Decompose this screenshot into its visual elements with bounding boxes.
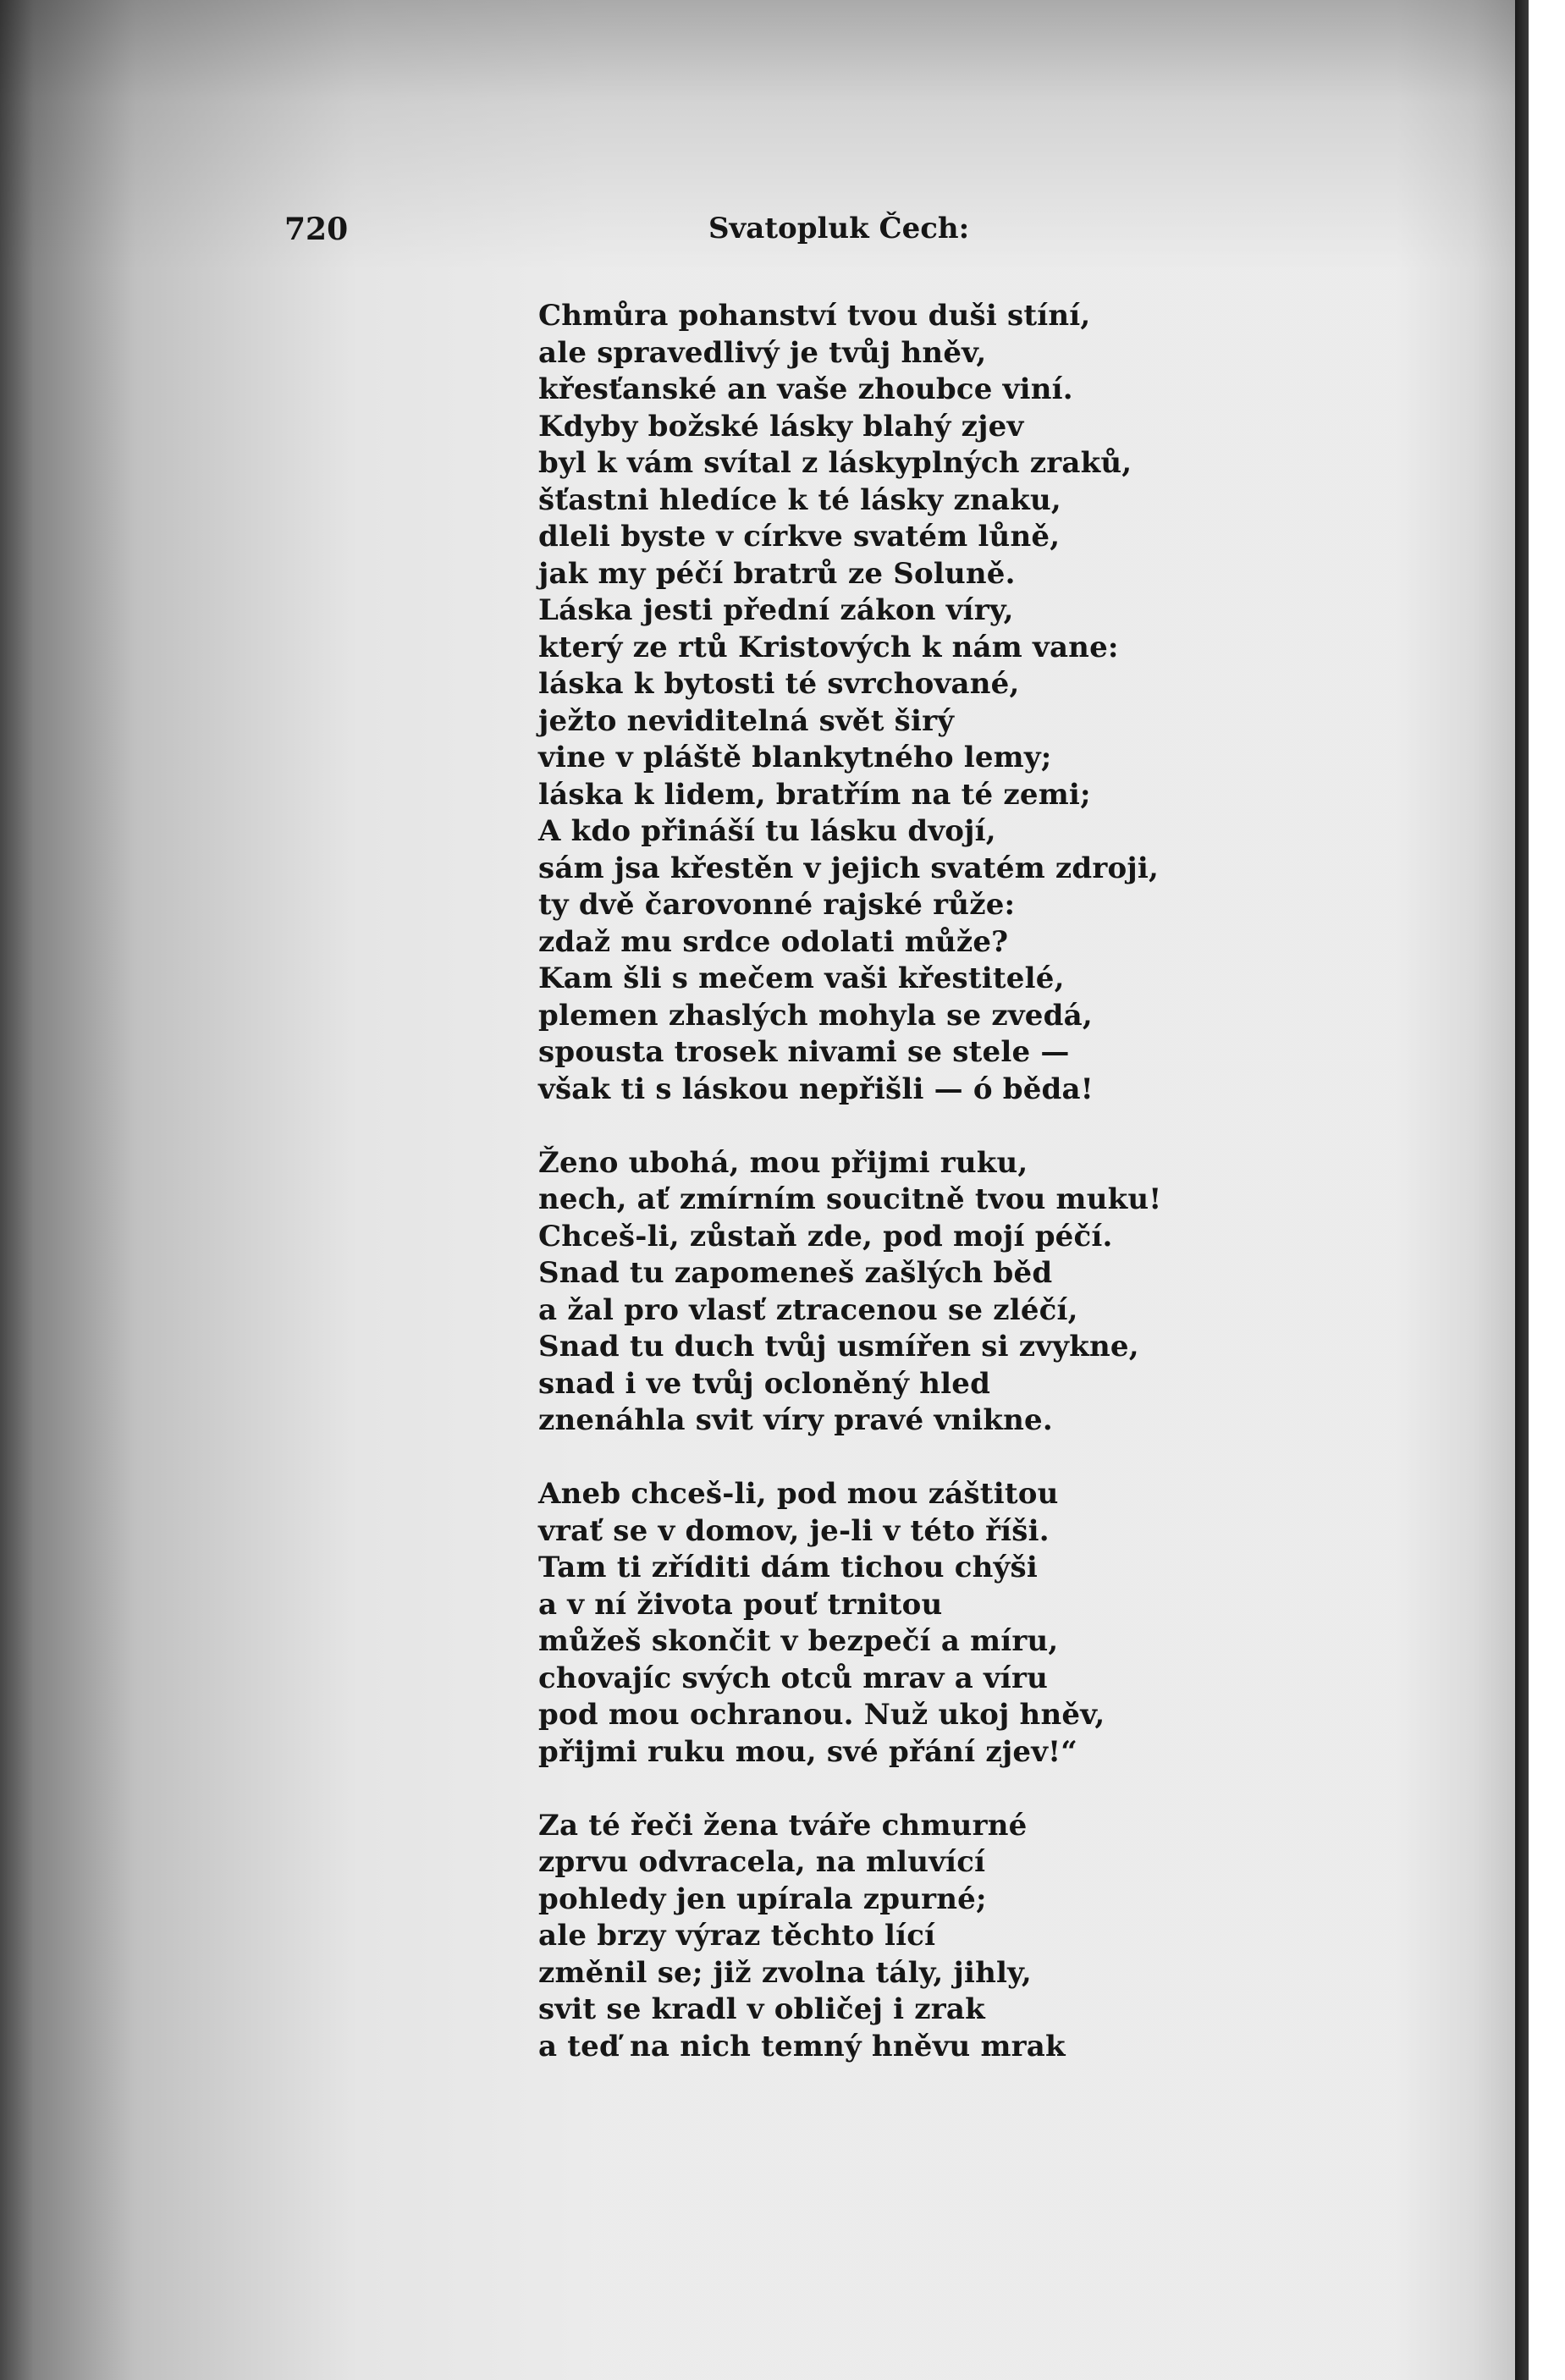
verse-line: zdaž mu srdce odolati může? [538,924,1009,959]
verse-line: přijmi ruku mou, své přání zjev!“ [538,1734,1078,1769]
verse-line: křesťanské an vaše zhoubce viní. [538,372,1073,406]
stanza [538,298,1469,1108]
poem-body [538,298,1469,2065]
verse-line: Chceš-li, zůstaň zde, pod mojí péčí. [538,1219,1113,1253]
verse-line: vine v pláště blankytného lemy; [538,741,1052,774]
page-number: 720 [284,212,349,247]
verse-line: který ze rtů Kristových k nám vane: [538,630,1119,664]
verse-line: Chmůra pohanství tvou duši stíní, [538,299,1091,333]
verse-line: ty dvě čarovonné rajské růže: [538,888,1016,922]
verse-line: byl k vám svítal z láskyplných zraků, [538,446,1132,480]
verse-line: Kam šli s mečem vaši křestitelé, [538,961,1065,995]
verse-line: svit se kradl v obličej i zrak [538,1992,985,2026]
verse-line: šťastni hledíce k té lásky znaku, [538,482,1061,517]
verse-line: a žal pro vlasť ztracenou se zléčí, [538,1292,1078,1327]
verse-line: a teď na nich temný hněvu mrak [538,2029,1066,2063]
verse-line: spousta trosek nivami se stele — [538,1035,1070,1069]
verse-line: A kdo přináší tu lásku dvojí, [538,814,996,848]
verse-line: snad i ve tvůj ocloněný hled [538,1366,991,1401]
running-head [0,212,1515,262]
verse-line: pohledy jen upírala zpurné; [538,1881,987,1916]
verse-line: Snad tu duch tvůj usmířen si zvykne, [538,1330,1139,1364]
verse-line: láska k bytosti té svrchované, [538,667,1020,701]
running-title: Svatopluk Čech: [708,212,970,245]
verse-line: jak my péčí bratrů ze Soluně. [538,556,1016,591]
verse-line: změnil se; již zvolna tály, jihly, [538,1955,1032,1990]
verse-line: dleli byste v církve svatém lůně, [538,520,1061,554]
verse-line: zprvu odvracela, na mluvící [538,1845,986,1879]
verse-line: ježto neviditelná svět širý [538,703,955,738]
verse-line: však ti s láskou nepřišli — ó běda! [538,1072,1094,1106]
book-spine-edge [1515,0,1529,2380]
verse-line: pod mou ochranou. Nuž ukoj hněv, [538,1698,1105,1732]
verse-line: Snad tu zapomeneš zašlých běd [538,1256,1053,1290]
verse-line: ale spravedlivý je tvůj hněv, [538,335,987,370]
verse-line: Za té řeči žena tváře chmurné [538,1808,1028,1843]
verse-line: sám jsa křestěn v jejich svatém zdroji, [538,851,1160,885]
stanza [538,1145,1469,1440]
verse-line: chovajíc svých otců mrav a víru [538,1661,1049,1695]
stanza [538,1476,1469,1771]
verse-line: vrať se v domov, je-li v této říši. [538,1513,1050,1548]
verse-line: Aneb chceš-li, pod mou záštitou [538,1477,1059,1511]
verse-line: ale brzy výraz těchto lící [538,1919,936,1953]
verse-line: můžeš skončit v bezpečí a míru, [538,1624,1059,1658]
verse-line: Ženo ubohá, mou přijmi ruku, [538,1145,1028,1180]
verse-line: znenáhla svit víry pravé vnikne. [538,1403,1053,1437]
verse-line: Tam ti zříditi dám tichou chýši [538,1551,1038,1584]
verse-line: Kdyby božské lásky blahý zjev [538,409,1024,443]
verse-line: plemen zhaslých mohyla se zvedá, [538,998,1093,1033]
verse-line: Láska jesti přední zákon víry, [538,593,1014,627]
verse-line: a v ní života pouť trnitou [538,1587,943,1622]
stanza [538,1808,1469,2066]
verse-line: nech, ať zmírním soucitně tvou muku! [538,1182,1162,1216]
verse-line: láska k lidem, bratřím na té zemi; [538,777,1091,812]
